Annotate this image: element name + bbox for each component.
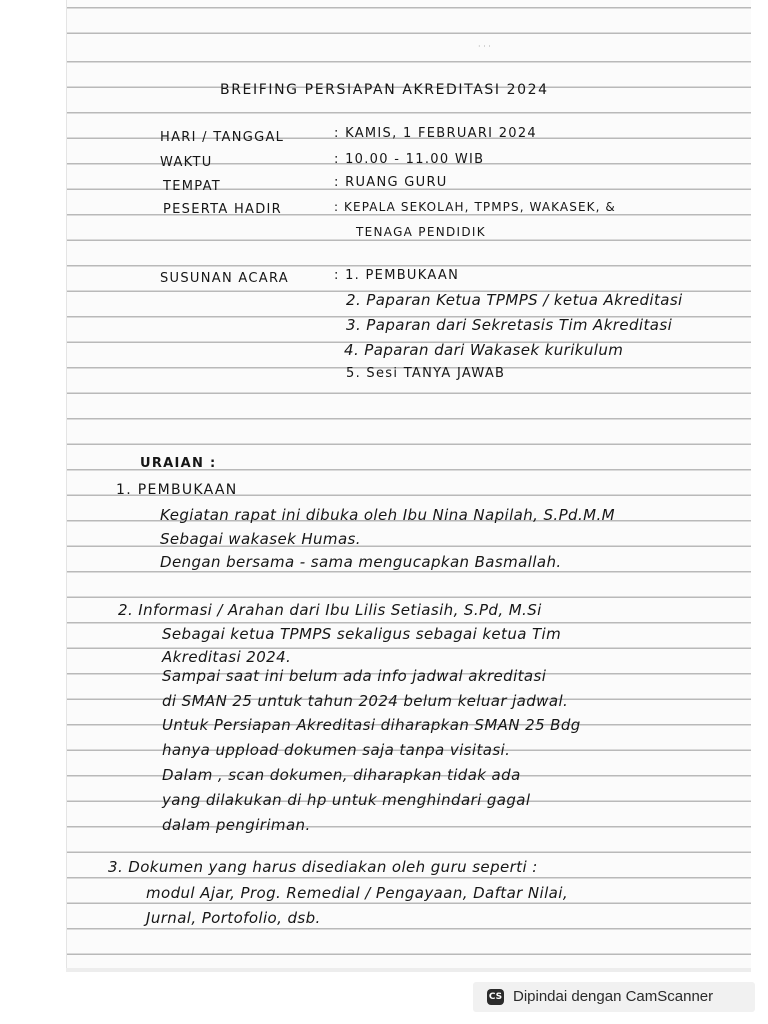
value-waktu: : 10.00 - 11.00 WIB	[334, 152, 485, 167]
section-1-line-1: Kegiatan rapat ini dibuka oleh Ibu Nina Napilah, S.Pd.M.M	[160, 506, 615, 524]
section-1-line-3: Dengan bersama - sama mengucapkan Basmallah.	[160, 553, 562, 571]
section-3-line-2: modul Ajar, Prog. Remedial / Pengayaan, Daftar Nilai,	[146, 884, 568, 902]
section-2-line-2: Sebagai ketua TPMPS sekaligus sebagai ketua Tim	[162, 625, 562, 643]
label-susunan: SUSUNAN ACARA	[160, 271, 289, 286]
label-peserta: PESERTA HADIR	[163, 202, 283, 217]
page-mark: · · ·	[478, 42, 491, 51]
section-2-line-10: dalam pengiriman.	[162, 816, 311, 834]
value-peserta-2: TENAGA PENDIDIK	[356, 225, 486, 239]
section-2-line-9: yang dilakukan di hp untuk menghindari gagal	[162, 791, 531, 809]
camscanner-badge	[473, 982, 755, 1012]
document-title: BREIFING PERSIAPAN AKREDITASI 2024	[220, 82, 549, 98]
agenda-item-1: : 1. PEMBUKAAN	[334, 268, 460, 283]
section-2-line-7: hanya uppload dokumen saja tanpa visitasi.	[162, 741, 511, 759]
section-2-line-3: Akreditasi 2024.	[162, 648, 292, 666]
section-2-line-4: Sampai saat ini belum ada info jadwal akreditasi	[162, 667, 547, 685]
label-tempat: TEMPAT	[163, 179, 222, 194]
section-1-line-2: Sebagai wakasek Humas.	[160, 530, 361, 548]
camscanner-icon: CS	[487, 989, 504, 1005]
uraian-heading: URAIAN :	[140, 456, 217, 471]
label-hari: HARI / TANGGAL	[160, 130, 285, 145]
section-2-line-6: Untuk Persiapan Akreditasi diharapkan SMAN 25 Bdg	[162, 716, 581, 734]
camscanner-label: Dipindai dengan CamScanner	[513, 988, 714, 1005]
section-2-line-1: 2. Informasi / Arahan dari Ibu Lilis Setiasih, S.Pd, M.Si	[118, 601, 542, 619]
agenda-item-4: 4. Paparan dari Wakasek kurikulum	[344, 341, 624, 359]
page-bottom	[66, 968, 751, 972]
section-2-line-8: Dalam , scan dokumen, diharapkan tidak ada	[162, 766, 521, 784]
section-1-title: 1. PEMBUKAAN	[116, 482, 238, 498]
value-hari: : KAMIS, 1 FEBRUARI 2024	[334, 126, 538, 141]
agenda-item-5: 5. Sesi TANYA JAWAB	[346, 366, 506, 381]
value-peserta-1: : KEPALA SEKOLAH, TPMPS, WAKASEK, &	[334, 200, 616, 214]
section-2-line-5: di SMAN 25 untuk tahun 2024 belum keluar jadwal.	[162, 692, 569, 710]
value-tempat: : RUANG GURU	[334, 175, 448, 190]
label-waktu: WAKTU	[160, 155, 213, 170]
page-edge	[66, 0, 67, 972]
section-3-line-3: Jurnal, Portofolio, dsb.	[146, 909, 321, 927]
agenda-item-2: 2. Paparan Ketua TPMPS / ketua Akreditasi	[346, 291, 683, 309]
section-3-line-1: 3. Dokumen yang harus disediakan oleh guru seperti :	[108, 858, 538, 876]
agenda-item-3: 3. Paparan dari Sekretasis Tim Akreditasi	[346, 316, 673, 334]
